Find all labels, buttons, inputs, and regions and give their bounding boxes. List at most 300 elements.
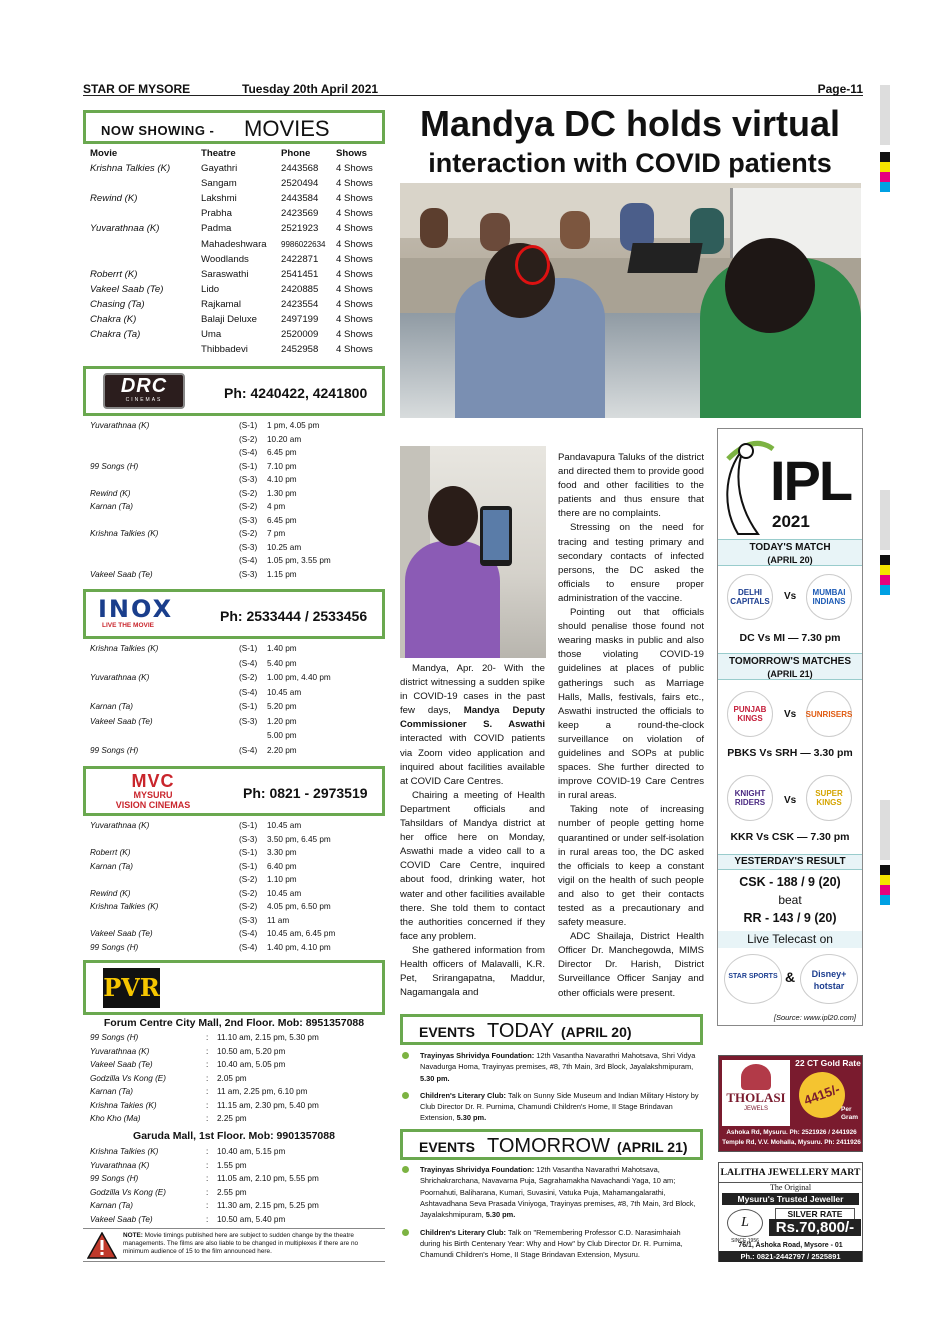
shows-count: 4 Shows xyxy=(336,314,373,325)
movie-name: Godzilla Vs Kong (E) xyxy=(90,1187,166,1197)
issue-date: Tuesday 20th April 2021 xyxy=(242,82,379,96)
shows-count: 4 Shows xyxy=(336,253,373,265)
theatre-name: Woodlands xyxy=(201,253,249,265)
lalitha-logo: L xyxy=(727,1209,763,1237)
screen-number: : xyxy=(206,1087,209,1096)
screen-number: (S-1) xyxy=(239,702,258,711)
inox-schedule xyxy=(90,642,385,757)
tomorrow-label: TOMORROW xyxy=(487,1135,610,1157)
schedule-row xyxy=(90,846,385,860)
movie-name: Roberrt (K) xyxy=(90,268,138,280)
table-row xyxy=(90,237,385,252)
movie-name: Vakeel Saab (Te) xyxy=(90,1060,153,1069)
table-row xyxy=(90,267,385,282)
screen-number: : xyxy=(206,1174,209,1183)
phone-screen xyxy=(483,510,509,560)
print-mark xyxy=(880,490,890,550)
show-times: 6.45 pm xyxy=(267,448,297,457)
drc-header xyxy=(83,366,385,416)
shows-count: 4 Shows xyxy=(336,238,373,250)
theatre-name: Rajkamal xyxy=(201,298,241,310)
screen-number: (S-2) xyxy=(239,488,258,498)
article-paragraph: Chairing a meeting of Health Department officials and Tahsildars of Mandya district at her office here on Monday, Aswathi made a video call to a COVID Care Centre, inquired about food, drinking water, hot water and other facilities available there. She told them to contact the authorities concerned if they face any problem. xyxy=(400,789,545,942)
show-times: 10.45 am xyxy=(267,888,302,898)
schedule-row xyxy=(90,819,385,833)
schedule-row xyxy=(90,1159,385,1173)
show-times: 10.40 am, 5.05 pm xyxy=(217,1060,286,1069)
schedule-row xyxy=(90,527,385,541)
schedule-row xyxy=(90,900,385,914)
shows-count: 4 Shows xyxy=(336,329,373,341)
screen-number: (S-2) xyxy=(239,502,258,511)
phone-number: 2423554 xyxy=(281,298,319,310)
theatre-name: Padma xyxy=(201,223,232,235)
phone-number: 2497199 xyxy=(281,314,319,325)
theatre-name: Thibbadevi xyxy=(201,344,248,356)
theatre-name: Gayathri xyxy=(201,163,238,174)
print-mark xyxy=(880,585,890,595)
screen-number: : xyxy=(206,1114,209,1123)
event-organizer: Trayinyas Shrividya Foundation: xyxy=(420,1051,537,1060)
vs-label: Vs xyxy=(784,591,797,602)
mvc-logo: MVC MYSURU VISION CINEMAS xyxy=(115,771,191,810)
source-note: [Source: www.ipl20.com] xyxy=(773,1013,856,1022)
event-item: Children's Literary Club: Talk on Sunny Side Museum and Indian Military History by Club Director Dr. R. Purnima, Chamundi Children's Home, II Stage Brindavan Extension, 5.30 pm. xyxy=(420,1090,699,1123)
show-times: 2.25 pm xyxy=(217,1114,247,1123)
shows-count: 4 Shows xyxy=(336,298,373,310)
now-showing-label: NOW SHOWING - xyxy=(101,123,215,138)
event-item: Trayinyas Shrividya Foundation: 12th Vasantha Navarathri Mahotsava, Shrichakrarchana, Navavarna Puja, Sagrahamakha Navachandi Yaga, 10 am; Poornahuti, Baliharana, Kumari, Suvasini, Vatuka Puja, Mahamangalarathi, Ashtavadhana Seva Prasada Viniyoga, Trayinyas premises, #8, 7th Main, 3rd Block, Jayalakshmipuram, 5.30 pm. xyxy=(420,1165,696,1220)
table-row xyxy=(90,191,385,206)
theatre-name: Prabha xyxy=(201,208,232,220)
show-times: 1.20 pm xyxy=(267,716,297,726)
screen-number: (S-1) xyxy=(239,861,258,871)
tomorrows-matches-header: TOMORROW'S MATCHES (APRIL 21) xyxy=(718,653,862,680)
print-mark xyxy=(880,575,890,585)
csk-logo: SUPER KINGS xyxy=(806,775,852,821)
schedule-row xyxy=(90,487,385,501)
screen-number: (S-2) xyxy=(239,875,258,884)
schedule-row xyxy=(90,554,385,568)
result-line-3: RR - 143 / 9 (20) xyxy=(743,911,837,925)
schedule-row xyxy=(90,1199,385,1213)
schedule-row xyxy=(90,1072,385,1086)
movie-name: Rewind (K) xyxy=(90,888,131,898)
show-times: 2.05 pm xyxy=(217,1073,247,1083)
movie-name: 99 Songs (H) xyxy=(90,1174,139,1183)
show-times: 10.45 am xyxy=(267,687,302,697)
theatre-name: Uma xyxy=(201,329,222,341)
show-times: 6.45 pm xyxy=(267,515,297,525)
theatre-name: Sangam xyxy=(201,178,237,190)
phone-number: 2452958 xyxy=(281,344,319,356)
screen-number: (S-3) xyxy=(239,915,258,925)
gold-price: 4415/- xyxy=(793,1066,852,1125)
laptop xyxy=(627,243,702,273)
print-mark xyxy=(880,85,890,145)
phone-number: 2443568 xyxy=(281,163,319,174)
srh-logo: SUNRISERS xyxy=(806,691,852,737)
phone-number: 9986022634 xyxy=(281,239,326,249)
dc-phone-photo xyxy=(400,446,546,658)
lalitha-address: 76/1, Ashoka Road, Mysore - 01 xyxy=(738,1242,843,1249)
drc-logo: DRC CINEMAS xyxy=(103,373,185,409)
screen-number: : xyxy=(206,1060,209,1069)
movie-name: Yuvarathnaa (K) xyxy=(90,421,150,430)
schedule-row xyxy=(90,460,385,474)
schedule-row xyxy=(90,860,385,874)
screen-number: (S-4) xyxy=(239,942,258,952)
show-times: 3.30 pm xyxy=(267,848,297,857)
screen-number: (S-4) xyxy=(239,556,258,565)
screen-number: (S-3) xyxy=(239,542,258,552)
schedule-row xyxy=(90,433,385,447)
phone-number: 2423569 xyxy=(281,208,319,220)
forum-mall-label: Forum Centre City Mall, 2nd Floor. Mob: 8951357088 xyxy=(103,1017,365,1029)
schedule-row xyxy=(90,1058,385,1072)
screen-number: (S-4) xyxy=(239,448,258,457)
movie-name: Yuvarathnaa (K) xyxy=(90,223,160,235)
show-times: 4 pm xyxy=(267,502,286,511)
schedule-row xyxy=(90,1172,385,1186)
movie-name: Yuvarathnaa (K) xyxy=(90,1160,150,1170)
movie-name: Vakeel Saab (Te) xyxy=(90,929,153,938)
ipl-title: IPL xyxy=(770,449,852,512)
pbks-logo: PUNJAB KINGS xyxy=(727,691,773,737)
events-tomorrow-list xyxy=(400,1162,703,1262)
theatre-name: Mahadeshwara xyxy=(201,238,267,250)
person xyxy=(560,211,590,249)
silver-price: Rs.70,800/- xyxy=(769,1219,861,1236)
article-column-1 xyxy=(400,662,545,1000)
screen-number: (S-4) xyxy=(239,929,258,938)
article-paragraph: She gathered information from Health officers of Malavalli, K.R. Pet, Srirangapatna, Maddur, Nagamangala and xyxy=(400,944,545,999)
movie-name: Krishna Talkies (K) xyxy=(90,163,171,174)
phone-number: 2422871 xyxy=(281,253,319,265)
gold-rate-label: 22 CT Gold Rate xyxy=(795,1058,861,1068)
result-line-2: beat xyxy=(778,893,802,907)
print-mark xyxy=(880,555,890,565)
paper-name: STAR OF MYSORE xyxy=(83,82,191,96)
pvr-logo: PVR xyxy=(103,968,160,1008)
cricket-player-icon xyxy=(718,429,778,539)
schedule-row xyxy=(90,671,385,685)
print-mark xyxy=(880,875,890,885)
event-item: Trayinyas Shrividya Foundation: 12th Vasantha Navarathri Mahotsava, Shri Vidya Navadurga Homa, Trayinyas premises, #8, 7th Main, 3rd Block, Jayalakshmipuram, 5.30 pm. xyxy=(420,1051,696,1083)
print-mark xyxy=(880,565,890,575)
warning-icon xyxy=(87,1232,117,1259)
show-times: 11 am, 2.25 pm, 6.10 pm xyxy=(217,1087,308,1096)
movie-name: Chasing (Ta) xyxy=(90,298,145,310)
hotstar-logo: Disney+ hotstar xyxy=(800,954,858,1004)
movie-name: Yuvarathnaa (K) xyxy=(90,673,150,682)
print-mark xyxy=(880,895,890,905)
screen-number: (S-1) xyxy=(239,461,258,471)
show-times: 10.45 am xyxy=(267,821,302,830)
schedule-row xyxy=(90,1112,385,1126)
table-row xyxy=(90,297,385,312)
shows-count: 4 Shows xyxy=(336,193,373,205)
phone-number: 2420885 xyxy=(281,283,319,295)
bullet-icon xyxy=(402,1092,409,1099)
kkr-logo: KNIGHT RIDERS xyxy=(727,775,773,821)
theatre-name: Saraswathi xyxy=(201,268,249,280)
schedule-row xyxy=(90,473,385,487)
schedule-row xyxy=(90,642,385,656)
drc-phone: Ph: 4240422, 4241800 xyxy=(224,385,368,401)
events-today-list xyxy=(400,1048,703,1123)
show-times: 1.00 pm, 4.40 pm xyxy=(267,673,331,682)
schedule-row xyxy=(90,833,385,847)
screen-number: (S-4) xyxy=(239,687,258,697)
print-mark xyxy=(880,162,890,172)
tholasi-logo: THOLASI JEWELS xyxy=(722,1060,790,1126)
screen-number: (S-1) xyxy=(239,821,258,830)
events-label: EVENTS xyxy=(419,1024,476,1040)
match-3: KKR Vs CSK — 7.30 pm xyxy=(730,831,850,843)
meeting-photo xyxy=(400,183,861,418)
screen-number: : xyxy=(206,1214,209,1224)
show-times: 11.30 am, 2.15 pm, 5.25 pm xyxy=(217,1201,319,1210)
bullet-icon xyxy=(402,1052,409,1059)
show-times: 1.10 pm xyxy=(267,875,297,884)
table-row xyxy=(90,206,385,221)
movie-name: Karnan (Ta) xyxy=(90,702,133,711)
print-mark xyxy=(880,172,890,182)
show-times: 2.20 pm xyxy=(267,745,297,755)
screen-number: : xyxy=(206,1147,209,1156)
show-times: 1.15 pm xyxy=(267,569,297,579)
ipl-year: 2021 xyxy=(772,512,810,531)
mvc-header xyxy=(83,766,385,816)
show-times: 11.10 am, 2.15 pm, 5.30 pm xyxy=(217,1033,319,1042)
ampersand: & xyxy=(785,969,796,985)
yesterdays-result-header: YESTERDAY'S RESULT xyxy=(718,854,862,870)
screen-number: (S-2) xyxy=(239,888,258,898)
movie-name: Yuvarathnaa (K) xyxy=(90,1046,150,1056)
events-tomorrow-header xyxy=(400,1129,703,1160)
movie-name: Rewind (K) xyxy=(90,193,138,205)
shows-count: 4 Shows xyxy=(336,208,373,220)
theatre-name: Lido xyxy=(201,283,220,295)
print-mark xyxy=(880,885,890,895)
schedule-row xyxy=(90,914,385,928)
show-times: 4.05 pm, 6.50 pm xyxy=(267,902,331,911)
schedule-row xyxy=(90,1213,385,1227)
lalitha-original: The Original xyxy=(769,1183,812,1192)
screen-number: (S-1) xyxy=(239,644,258,653)
movie-name: Karnan (Ta) xyxy=(90,502,133,511)
schedule-row xyxy=(90,446,385,460)
table-row xyxy=(90,252,385,267)
mvc-schedule xyxy=(90,819,385,959)
note-text: NOTE: Movie timings published here are subject to sudden change by the theatre managements. The films are also liable to be changed in multiplexes if there are no minimum audience of 15 to the film announced here. xyxy=(123,1232,359,1255)
show-times: 10.50 am, 5.20 pm xyxy=(217,1046,286,1056)
schedule-row xyxy=(90,514,385,528)
shows-count: 4 Shows xyxy=(336,268,373,280)
schedule-row xyxy=(90,1085,385,1099)
result-line-1: CSK - 188 / 9 (20) xyxy=(739,875,841,889)
screen-number: : xyxy=(206,1100,209,1110)
dc-logo: DELHI CAPITALS xyxy=(727,574,773,620)
inox-phone: Ph: 2533444 / 2533456 xyxy=(220,608,368,624)
event-time: 5.30 pm. xyxy=(456,1113,487,1123)
movie-name: Karnan (Ta) xyxy=(90,861,133,871)
person xyxy=(420,208,448,248)
movie-name: Chakra (Ta) xyxy=(90,329,141,341)
movie-name: Godzilla Vs Kong (E) xyxy=(90,1073,166,1083)
article-headline-1: Mandya DC holds virtual xyxy=(419,103,841,144)
tholasi-address: Ashoka Rd, Mysuru. Ph: 2521926 / 2441926 Temple Rd, V.V. Mohalla, Mysuru. Ph: 2411926 xyxy=(722,1129,861,1146)
since-label: SINCE 1956 xyxy=(731,1238,759,1244)
movie-name: Vakeel Saab (Te) xyxy=(90,1214,153,1224)
lalitha-name: LALITHA JEWELLERY MART xyxy=(719,1163,862,1183)
schedule-row xyxy=(90,1145,385,1159)
schedule-row xyxy=(90,541,385,555)
events-label: EVENTS xyxy=(419,1139,476,1155)
screen-number: (S-4) xyxy=(239,745,258,755)
bullet-icon xyxy=(402,1166,409,1173)
drc-schedule xyxy=(90,419,385,584)
show-times: 6.40 pm xyxy=(267,861,297,871)
movie-name: Karnan (Ta) xyxy=(90,1201,133,1210)
shows-count: 4 Shows xyxy=(336,283,373,295)
show-times: 5.00 pm xyxy=(267,731,297,740)
garuda-schedule xyxy=(90,1145,385,1227)
screen-number: (S-3) xyxy=(239,515,258,525)
phone-number: 2520009 xyxy=(281,329,319,341)
shows-count: 4 Shows xyxy=(336,223,373,235)
schedule-row xyxy=(90,887,385,901)
article-paragraph: ADC Shailaja, District Health Officer Dr. Manchegowda, MIMS Director Dr. Harish, District Surveillance Officer Sanjay and other officials were present. xyxy=(558,931,704,999)
theatre-name: Lakshmi xyxy=(201,193,237,205)
schedule-row xyxy=(90,700,385,714)
schedule-row xyxy=(90,1099,385,1113)
show-times: 1.40 pm xyxy=(267,644,297,653)
show-times: 10.40 am, 5.15 pm xyxy=(217,1147,286,1156)
page-number: Page-11 xyxy=(817,82,863,96)
lalitha-ad xyxy=(718,1162,863,1262)
column-header: Shows xyxy=(336,148,367,159)
screen-number: : xyxy=(206,1160,209,1170)
screen-number: (S-1) xyxy=(239,848,258,857)
schedule-row xyxy=(90,657,385,671)
movie-name: Krishna Talkies (K) xyxy=(90,1147,159,1156)
movie-name: Rewind (K) xyxy=(90,488,131,498)
movie-name: Kho Kho (Ma) xyxy=(90,1114,141,1123)
page-header xyxy=(83,82,863,96)
show-times: 5.20 pm xyxy=(267,702,297,711)
movie-name: Krishna Takies (K) xyxy=(90,1100,157,1110)
event-time: 5.30 pm. xyxy=(420,1073,450,1083)
screen-number: (S-3) xyxy=(239,569,258,579)
show-times: 10.25 am xyxy=(267,542,302,552)
show-times: 7 pm xyxy=(267,529,286,538)
events-today-header xyxy=(400,1014,703,1045)
forum-schedule xyxy=(90,1031,385,1127)
screen-number: (S-3) xyxy=(239,716,258,726)
screen-number: (S-3) xyxy=(239,834,258,844)
column-header: Phone xyxy=(281,148,311,159)
phone-number: 2520494 xyxy=(281,178,319,190)
show-times: 11.15 am, 2.30 pm, 5.40 pm xyxy=(217,1100,319,1110)
show-times: 4.10 pm xyxy=(267,475,297,484)
show-times: 1 pm, 4.05 pm xyxy=(267,421,320,430)
movie-name: Roberrt (K) xyxy=(90,848,131,857)
event-organizer: Children's Literary Club: xyxy=(420,1227,508,1237)
inox-logo: INOX LIVE THE MOVIE xyxy=(98,595,174,629)
movies-label: MOVIES xyxy=(244,116,330,141)
print-mark xyxy=(880,800,890,860)
schedule-row xyxy=(90,500,385,514)
table-row xyxy=(90,312,385,327)
event-organizer: Children's Literary Club: xyxy=(420,1090,508,1100)
movie-name: 99 Songs (H) xyxy=(90,1033,139,1042)
schedule-row xyxy=(90,419,385,433)
movie-name: 99 Songs (H) xyxy=(90,461,139,471)
movie-name: 99 Songs (H) xyxy=(90,942,139,952)
event-item: Children's Literary Club: Talk on "Remembering Professor C.D. Narasimhaiah during his Birth Centenary Year: Why and How" by Club Director Dr. R. Purnima, Chamundi Children's Home, II Stage Brindavan Extension, Mysuru. xyxy=(420,1227,683,1260)
today-label: TODAY xyxy=(487,1020,555,1042)
phone-number: 2443584 xyxy=(281,193,319,205)
inox-header xyxy=(83,589,385,639)
table-row xyxy=(90,327,385,342)
table-row xyxy=(90,342,385,357)
mi-logo: MUMBAI INDIANS xyxy=(806,574,852,620)
print-mark xyxy=(880,182,890,192)
schedule-row xyxy=(90,1031,385,1045)
print-mark xyxy=(880,865,890,875)
theatre-name: Balaji Deluxe xyxy=(201,314,257,325)
article-headline-2: interaction with COVID patients xyxy=(428,148,832,178)
person-foreground-head xyxy=(725,238,815,333)
show-times: 11 am xyxy=(267,915,290,925)
show-times: 5.40 pm xyxy=(267,658,297,668)
lalitha-phone: Ph.: 0821-2442797 / 2525891 xyxy=(719,1251,862,1262)
movie-name: Krishna Talkies (K) xyxy=(90,529,159,538)
movie-name: Krishna Talkies (K) xyxy=(90,902,159,911)
per-gram-label: Per Gram xyxy=(841,1106,858,1121)
phone-number: 2521923 xyxy=(281,223,319,235)
show-times: 1.30 pm xyxy=(267,488,297,498)
show-times: 10.20 am xyxy=(267,434,302,444)
show-times: 1.55 pm xyxy=(217,1160,247,1170)
schedule-row xyxy=(90,686,385,700)
article-paragraph: Pointing out that officials should penalise those found not wearing masks in public and also those violating COVID-19 guidelines at places of public gatherings such as Marriage Halls, Malls, festivals, fairs etc., Aswathi instructed the officials to keep a round-the-clock surveillance on violation of guidelines and SOPs at public spaces. She further directed to improve COVID-19 Care Centres in rural areas. xyxy=(558,607,704,802)
phone-highlight-circle xyxy=(515,245,550,285)
table-row xyxy=(90,161,385,176)
screen-number: : xyxy=(206,1033,209,1042)
tomorrow-date: (APRIL 21) xyxy=(617,1139,688,1155)
event-time: 5.30 pm. xyxy=(485,1210,516,1220)
table-row xyxy=(90,282,385,297)
movie-name: Chakra (K) xyxy=(90,314,137,325)
movie-name: Vakeel Saab (Te) xyxy=(90,716,153,726)
ipl-panel xyxy=(717,428,863,1026)
match-1: DC Vs MI — 7.30 pm xyxy=(739,632,841,644)
screen-number: : xyxy=(206,1073,209,1083)
schedule-row xyxy=(90,568,385,582)
movie-name: Vakeel Saab (Te) xyxy=(90,569,153,579)
screen-number: (S-2) xyxy=(239,902,258,911)
screen-number: (S-4) xyxy=(239,658,258,668)
column-header: Movie xyxy=(90,148,118,159)
show-times: 10.45 am, 6.45 pm xyxy=(267,929,336,938)
show-times: 3.50 pm, 6.45 pm xyxy=(267,834,331,844)
todays-match-header: TODAY'S MATCH (APRIL 20) xyxy=(718,539,862,566)
schedule-row xyxy=(90,1045,385,1059)
vs-label: Vs xyxy=(784,709,797,720)
